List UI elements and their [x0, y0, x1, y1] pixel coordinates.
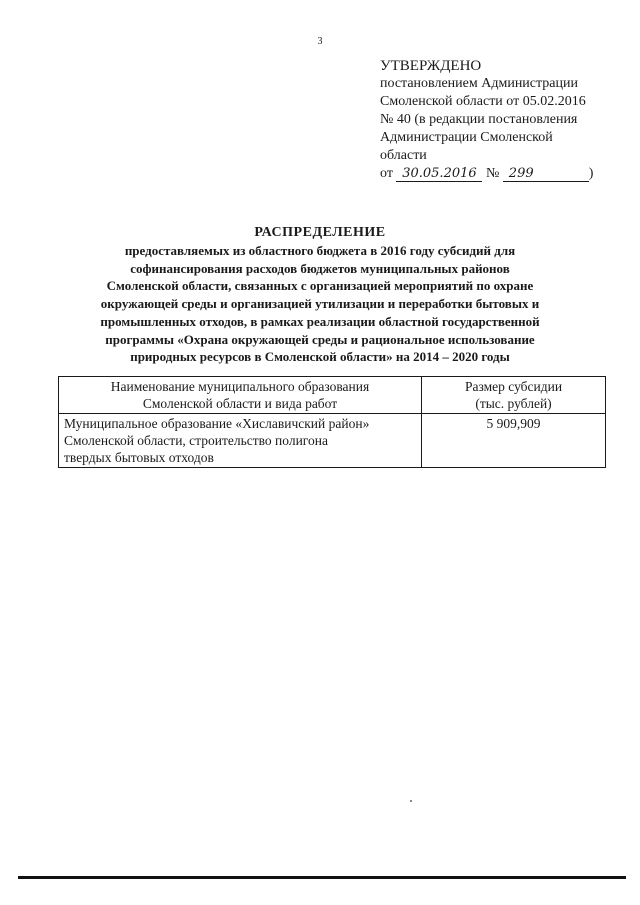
approval-date-number-row	[380, 165, 620, 183]
approval-line: Администрации Смоленской	[380, 130, 553, 145]
header-name-cell	[59, 377, 422, 414]
number-label: №	[485, 166, 500, 181]
row-name-line: Муниципальное образование «Хиславичский район»	[64, 416, 370, 431]
row-name-cell	[59, 414, 422, 468]
document-title: РАСПРЕДЕЛЕНИЕ	[254, 225, 386, 240]
title-line: предоставляемых из областного бюджета в 2016 году субсидий для	[124, 243, 516, 258]
header-name-line: Наименование муниципального образования	[110, 379, 370, 394]
document-title-block	[40, 224, 600, 366]
handwritten-date: 30.05.2016	[396, 166, 482, 182]
title-line: промышленных отходов, в рамках реализации областной государственной	[100, 313, 540, 329]
approval-line: № 40 (в редакции постановления	[380, 112, 578, 127]
row-name-line: Смоленской области, строительство полигона	[64, 433, 328, 448]
header-amount-cell	[422, 377, 606, 414]
header-amount-line: (тыс. рублей)	[475, 396, 552, 411]
title-line: Смоленской области, связанных с организацией мероприятий по охране	[106, 278, 534, 294]
title-line: программы «Охрана окружающей среды и рациональное использование	[105, 331, 535, 347]
scan-speck	[410, 800, 412, 802]
from-label: от	[380, 166, 393, 181]
title-line: софинансирования расходов бюджетов муниципальных районов	[130, 260, 510, 276]
handwritten-number: 299	[503, 166, 589, 182]
title-line: природных ресурсов в Смоленской области» на 2014 – 2020 годы	[130, 349, 510, 365]
row-name-line: твердых бытовых отходов	[64, 450, 214, 465]
scan-edge-bar	[18, 876, 626, 879]
approval-line: постановлением Администрации	[380, 76, 578, 91]
approval-heading: УТВЕРЖДЕНО	[380, 58, 482, 74]
table-row	[59, 414, 606, 468]
subsidy-table	[58, 376, 606, 468]
header-name-line: Смоленской области и вида работ	[142, 396, 338, 411]
approval-stamp-block	[380, 57, 620, 183]
approval-line: Смоленской области от 05.02.2016	[380, 94, 586, 109]
title-line: окружающей среды и организацией утилизации и переработки бытовых и	[100, 296, 540, 312]
page-number: 3	[317, 36, 323, 47]
closing-paren: )	[588, 166, 594, 181]
header-amount-line: Размер субсидии	[464, 379, 563, 394]
row-amount-cell: 5 909,909	[422, 414, 606, 468]
approval-line: области	[380, 148, 427, 163]
table-header-row	[59, 377, 606, 414]
